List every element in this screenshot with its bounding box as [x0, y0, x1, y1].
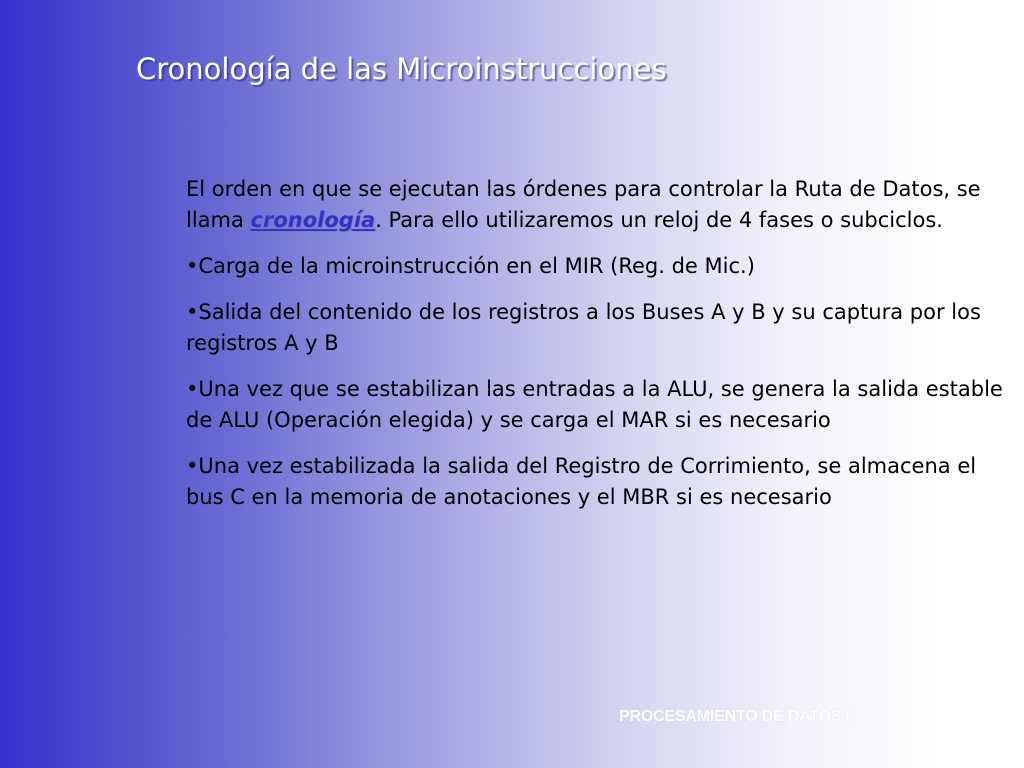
intro-text-after: . Para ello utilizaremos un reloj de 4 fases o subciclos.	[375, 208, 943, 232]
intro-text-before: El orden en que se ejecutan las órdenes para controlar la Ruta de Datos, se llama	[186, 177, 981, 232]
footer-course-name: PROCESAMIENTO DE DATOS I	[619, 708, 850, 725]
bullet-item: •Salida del contenido de los registros a los Buses A y B y su captura por los registros A y B	[186, 300, 981, 355]
highlighted-term: cronología	[250, 208, 376, 232]
slide-title: Cronología de las Microinstrucciones	[136, 52, 667, 86]
bullet-item: •Carga de la microinstrucción en el MIR (Reg. de Mic.)	[186, 254, 755, 278]
bullet-item: •Una vez estabilizada la salida del Registro de Corrimiento, se almacena el bus C en la memoria de anotaciones y el MBR si es necesario	[186, 454, 977, 509]
intro-paragraph	[186, 174, 1012, 236]
slide-body	[186, 174, 1012, 528]
bullet-item: •Una vez que se estabilizan las entradas a la ALU, se genera la salida estable de ALU (Operación elegida) y se carga el MAR si es necesario	[186, 377, 1003, 432]
